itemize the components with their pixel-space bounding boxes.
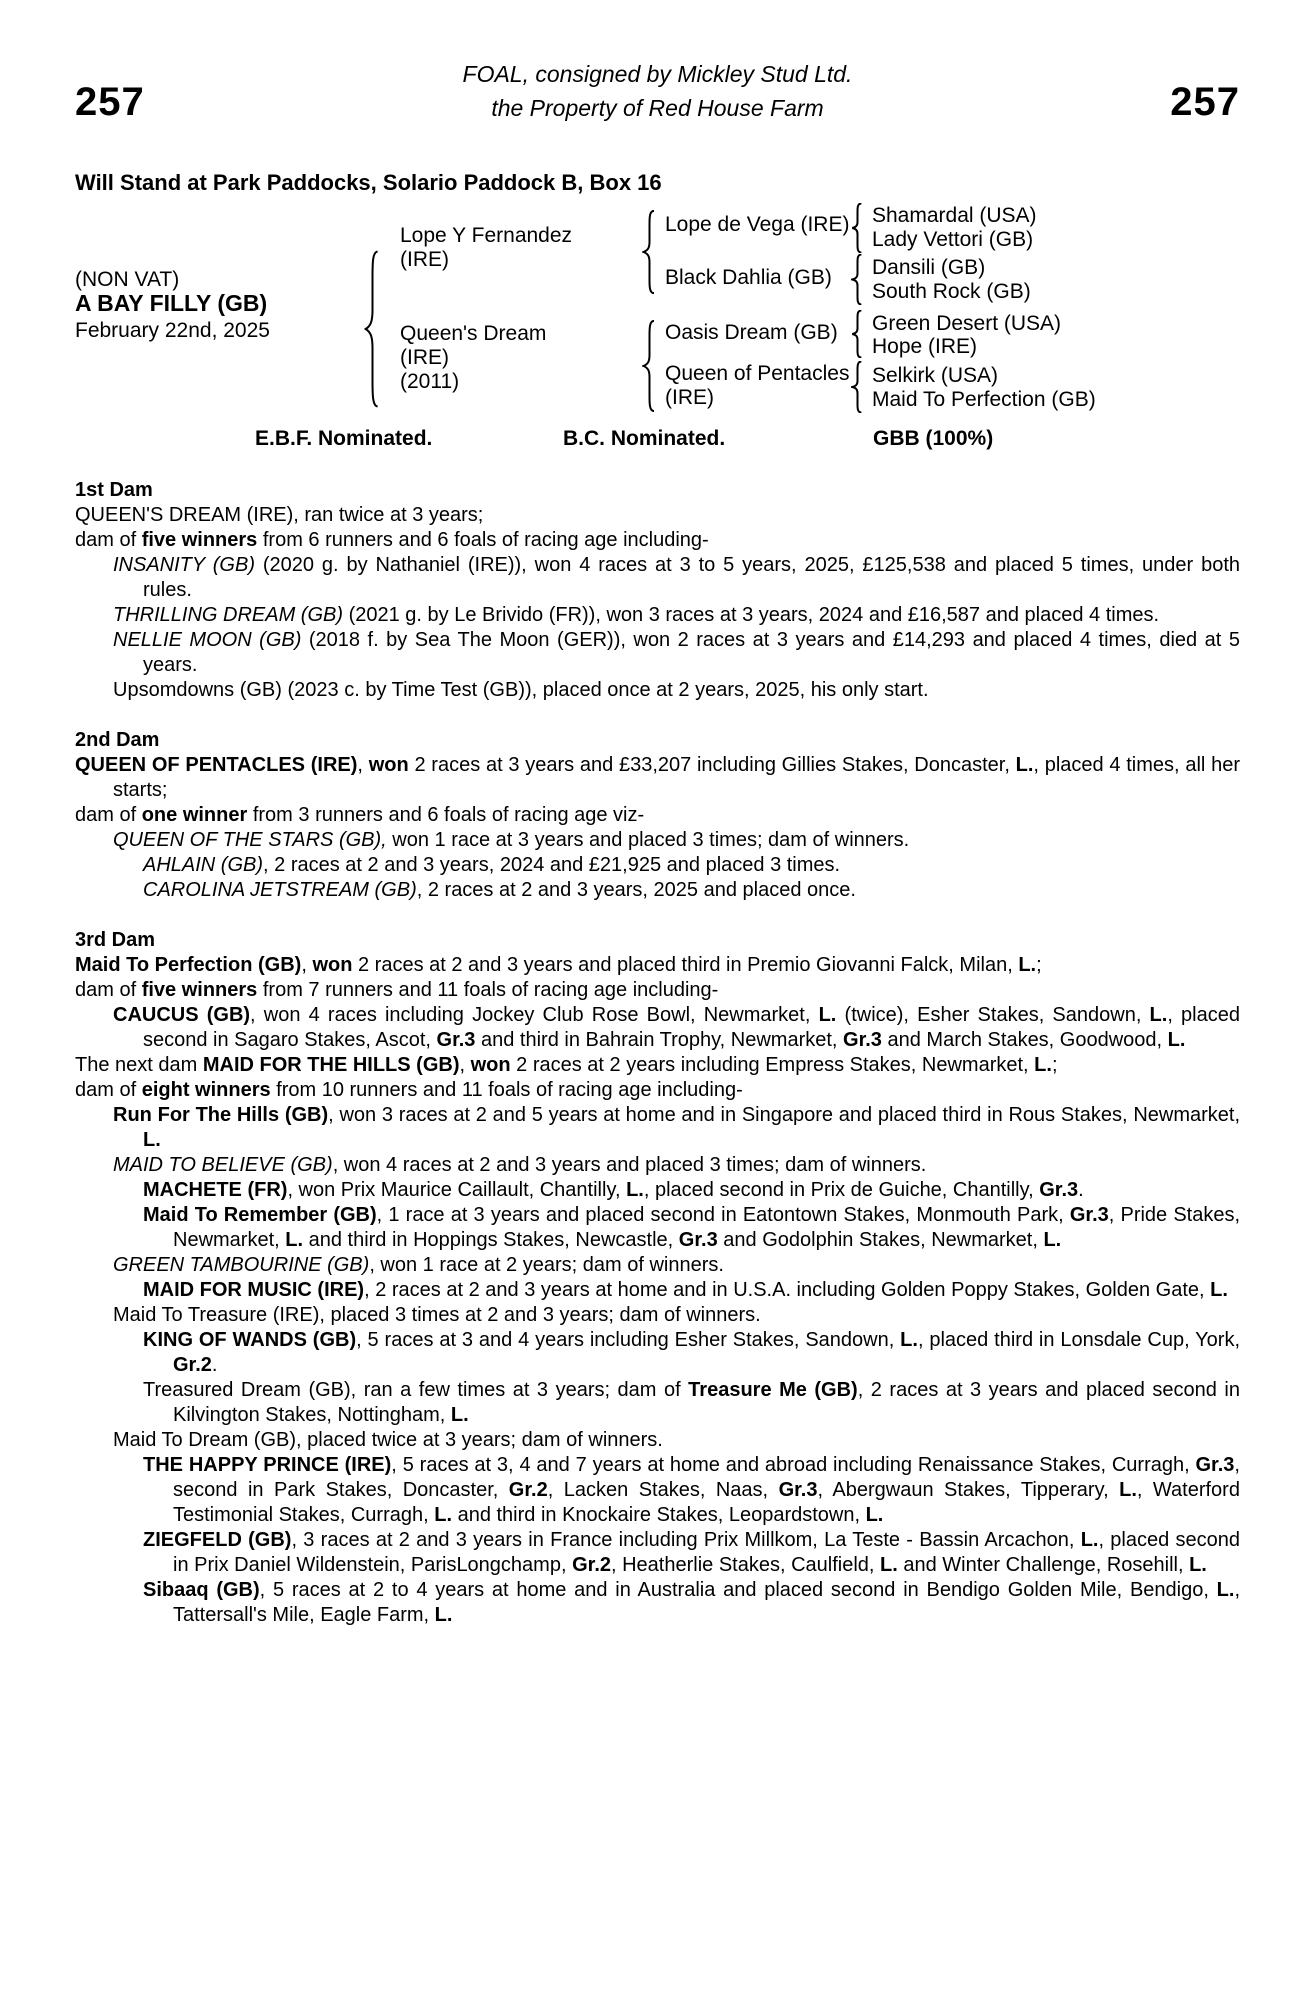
pedigree-paragraph	[75, 1003, 1240, 1053]
pedigree-paragraph	[75, 503, 1240, 528]
text-run: L.	[900, 1329, 918, 1351]
text-run: and Godolphin Stakes, Newmarket,	[717, 1229, 1044, 1251]
text-run: Treasured Dream (GB), ran a few times at 3 years; dam of	[143, 1379, 689, 1401]
text-run: CAUCUS (GB)	[113, 1004, 251, 1026]
text-run: , Tattersall's Mile, Eagle Farm,	[173, 1579, 1241, 1626]
pedigree-paragraph	[75, 1378, 1240, 1428]
text-run: L.	[434, 1504, 453, 1526]
pedigree-brace-gg3	[851, 310, 864, 358]
text-run: won	[368, 754, 409, 776]
pedigree-paragraph	[75, 1103, 1240, 1153]
text-run: MAID TO BELIEVE (GB)	[113, 1154, 333, 1176]
animal-description: A BAY FILLY (GB)	[75, 290, 268, 316]
text-run: ,	[357, 754, 369, 776]
text-run: , placed second in Prix Daniel Wildenstein, ParisLongchamp,	[173, 1529, 1240, 1576]
pedigree-paragraph	[75, 1053, 1240, 1078]
dam-cell	[400, 322, 546, 394]
text-run: L.	[1043, 1229, 1062, 1251]
text-run: dam of	[75, 1079, 142, 1101]
text-run: , 5 races at 3 and 4 years including Esher Stakes, Sandown,	[356, 1329, 901, 1351]
text-run: eight winners	[141, 1079, 271, 1101]
pedigree-text	[75, 478, 1240, 1628]
text-run: Gr.3	[436, 1029, 476, 1051]
text-run: , 2 races at 3 years and placed second in Kilvington Stakes, Nottingham,	[173, 1379, 1240, 1426]
text-run: KING OF WANDS (GB)	[143, 1329, 357, 1351]
text-run: , 5 races at 2 to 4 years at home and in Australia and placed second in Bendigo Golden Mile, Bendigo,	[259, 1579, 1217, 1601]
pedigree-paragraph	[75, 528, 1240, 553]
text-run: and third in Bahrain Trophy, Newmarket,	[475, 1029, 844, 1051]
text-run: L.	[880, 1554, 898, 1576]
text-run: NELLIE MOON (GB)	[113, 629, 302, 651]
text-run: MAID FOR THE HILLS (GB)	[202, 1054, 460, 1076]
bc-nomination: B.C. Nominated.	[563, 427, 726, 450]
text-run: dam of	[75, 979, 142, 1001]
text-run: L.	[1018, 954, 1037, 976]
text-run: Gr.3	[1039, 1179, 1079, 1201]
text-run: Gr.3	[843, 1029, 882, 1051]
text-run: L.	[865, 1504, 884, 1526]
section-heading: 1st Dam	[75, 479, 153, 501]
text-run: ;	[1036, 954, 1042, 976]
text-run: Maid To Perfection (GB)	[75, 954, 302, 976]
text-run: L.	[818, 1004, 837, 1026]
pedigree-paragraph	[75, 603, 1240, 628]
grandparent-cell	[665, 213, 849, 237]
text-run: QUEEN'S DREAM (IRE), ran twice at 3 years;	[75, 504, 484, 526]
dam-name: Queen's Dream	[400, 322, 547, 345]
great-grandparent: Lady Vettori (GB)	[872, 228, 1034, 251]
grandparent-name: Queen of Pentacles	[665, 362, 850, 385]
text-run: MAID FOR MUSIC (IRE)	[143, 1279, 365, 1301]
text-run: five winners	[141, 979, 258, 1001]
pedigree-paragraph	[75, 828, 1240, 853]
grandparent-cell	[665, 266, 832, 290]
vat-status: (NON VAT)	[75, 268, 180, 291]
pedigree-brace-gg1	[851, 203, 864, 253]
text-run: Maid To Treasure (IRE), placed 3 times at 2 and 3 years; dam of winners.	[113, 1304, 761, 1326]
pedigree-paragraph	[75, 1428, 1240, 1453]
pedigree-paragraph	[75, 1303, 1240, 1328]
text-run: , 2 races at 2 and 3 years, 2025 and placed once.	[416, 879, 856, 901]
gbb-status: GBB (100%)	[873, 427, 994, 450]
pedigree-paragraph	[75, 1278, 1240, 1303]
text-run: Gr.2	[173, 1354, 212, 1376]
text-run: THE HAPPY PRINCE (IRE)	[143, 1454, 392, 1476]
text-run: ,	[459, 1054, 471, 1076]
text-run: .	[1078, 1179, 1084, 1201]
text-run: THRILLING DREAM (GB)	[113, 604, 344, 626]
text-run: ,	[301, 954, 313, 976]
text-run: Gr.3	[678, 1229, 718, 1251]
text-run: .	[211, 1354, 218, 1376]
pedigree-paragraph	[75, 953, 1240, 978]
text-run: and March Stakes, Goodwood,	[881, 1029, 1168, 1051]
text-run: , won 4 races at 2 and 3 years and placed 3 times; dam of winners.	[332, 1154, 927, 1176]
text-run: AHLAIN (GB)	[143, 854, 264, 876]
pedigree-paragraph	[75, 1078, 1240, 1103]
text-run: Upsomdowns (GB) (2023 c. by Time Test (GB)), placed once at 2 years, 2025, his only start.	[113, 679, 929, 701]
text-run: L.	[1210, 1279, 1228, 1301]
text-run: , won 4 races including Jockey Club Rose Bowl, Newmarket,	[250, 1004, 819, 1026]
pedigree-paragraph	[75, 678, 1240, 703]
text-run: L.	[1034, 1054, 1052, 1076]
pedigree-paragraph	[75, 553, 1240, 603]
text-run: L.	[1167, 1029, 1186, 1051]
section-heading: 2nd Dam	[75, 729, 160, 751]
pedigree-paragraph	[75, 1528, 1240, 1578]
text-run: , won Prix Maurice Caillault, Chantilly,	[287, 1179, 627, 1201]
text-run: GREEN TAMBOURINE (GB)	[113, 1254, 370, 1276]
text-run: , won 3 races at 2 and 5 years at home and in Singapore and placed third in Rous Stakes, Newmarket,	[328, 1104, 1241, 1126]
text-run: , won 1 race at 2 years; dam of winners.	[369, 1254, 724, 1276]
pedigree-brace-main	[364, 250, 381, 408]
pedigree-paragraph	[75, 1453, 1240, 1528]
text-run: (2018 f. by Sea The Moon (GER)), won 2 races at 3 years and £14,293 and placed 4 times, died at 5 years.	[143, 629, 1240, 676]
grandparent-name: Lope de Vega (IRE)	[665, 213, 850, 236]
pedigree-brace-gg4	[851, 361, 864, 413]
text-run: and third in Knockaire Stakes, Leopardstown,	[452, 1504, 866, 1526]
text-run: Treasure Me (GB)	[688, 1379, 858, 1401]
text-run: 2 races at 2 and 3 years and placed third in Premio Giovanni Falck, Milan,	[352, 954, 1019, 976]
text-run: L.	[1119, 1479, 1137, 1501]
pedigree-paragraph	[75, 803, 1240, 828]
text-run: QUEEN OF PENTACLES (IRE)	[75, 754, 358, 776]
text-run: dam of	[75, 529, 142, 551]
text-run: dam of	[75, 804, 142, 826]
text-run: Run For The Hills (GB)	[113, 1104, 329, 1126]
text-run: , second in Park Stakes, Doncaster,	[173, 1454, 1240, 1501]
text-run: L.	[1080, 1529, 1099, 1551]
consignor-line: FOAL, consigned by Mickley Stud Ltd.	[462, 61, 853, 87]
dam-suffix: (IRE)	[400, 346, 449, 369]
text-run: , 1 race at 3 years and placed second in Eatontown Stakes, Monmouth Park,	[376, 1204, 1070, 1226]
text-run: CAROLINA JETSTREAM (GB)	[143, 879, 417, 901]
text-run: L.	[1015, 754, 1034, 776]
text-run: , placed 4 times, all her starts;	[113, 754, 1240, 801]
pedigree-paragraph	[75, 878, 1240, 903]
text-run: five winners	[141, 529, 258, 551]
section-heading: 3rd Dam	[75, 929, 156, 951]
pedigree-brace-dam	[642, 320, 657, 412]
text-run: ;	[1051, 1054, 1058, 1076]
text-run: won 1 race at 3 years and placed 3 times; dam of winners.	[386, 829, 910, 851]
text-run: , 5 races at 3, 4 and 7 years at home and abroad including Renaissance Stakes, Curragh,	[391, 1454, 1196, 1476]
pedigree-paragraph	[75, 1203, 1240, 1253]
text-run: L.	[1216, 1579, 1235, 1601]
text-run: Sibaaq (GB)	[143, 1579, 260, 1601]
text-run: Gr.2	[572, 1554, 611, 1576]
pedigree-paragraph	[75, 1178, 1240, 1203]
pedigree-paragraph	[75, 1253, 1240, 1278]
sire-name: Lope Y Fernandez	[400, 224, 573, 247]
text-run: INSANITY (GB)	[113, 554, 255, 576]
text-run: , 3 races at 2 and 3 years in France including Prix Millkom, La Teste - Bassin Arcachon,	[291, 1529, 1081, 1551]
ebf-nomination: E.B.F. Nominated.	[255, 427, 433, 450]
great-grandparent: Selkirk (USA)	[872, 364, 999, 387]
great-grandparent: South Rock (GB)	[872, 280, 1031, 303]
text-run: Gr.3	[778, 1479, 818, 1501]
text-run: L.	[1189, 1554, 1207, 1576]
grandparent-cell	[665, 362, 849, 410]
pedigree-paragraph	[75, 1578, 1240, 1628]
grandparent-name: Black Dahlia (GB)	[665, 266, 832, 289]
text-run: from 7 runners and 11 foals of racing age including-	[257, 979, 719, 1001]
sire-cell	[400, 224, 572, 272]
text-run: MACHETE (FR)	[143, 1179, 288, 1201]
great-grandparent: Shamardal (USA)	[872, 204, 1037, 227]
text-run: ZIEGFELD (GB)	[143, 1529, 292, 1551]
text-run: The next dam	[75, 1054, 203, 1076]
lot-number-left: 257	[75, 80, 145, 124]
text-run: (2021 g. by Le Brivido (FR)), won 3 races at 3 years, 2024 and £16,587 and placed 4 times.	[343, 604, 1160, 626]
great-grandparent: Maid To Perfection (GB)	[872, 388, 1096, 411]
text-run: 2 races at 2 years including Empress Stakes, Newmarket,	[510, 1054, 1035, 1076]
text-run: L.	[450, 1404, 469, 1426]
lot-number-right: 257	[1170, 80, 1240, 124]
text-run: won	[470, 1054, 511, 1076]
foaling-date: February 22nd, 2025	[75, 319, 270, 342]
text-run: Gr.2	[508, 1479, 548, 1501]
grandparent-name: Oasis Dream (GB)	[665, 321, 838, 344]
pedigree-paragraph	[75, 853, 1240, 878]
pedigree-paragraph	[75, 628, 1240, 678]
text-run: , Abergwaun Stakes, Tipperary,	[817, 1479, 1120, 1501]
text-run: , placed third in Lonsdale Cup, York,	[917, 1329, 1241, 1351]
text-run: , Pride Stakes, Newmarket,	[173, 1204, 1241, 1251]
text-run: , 2 races at 2 and 3 years, 2024 and £21,925 and placed 3 times.	[263, 854, 841, 876]
text-run: and Winter Challenge, Rosehill,	[897, 1554, 1190, 1576]
text-run: , 2 races at 2 and 3 years at home and in U.S.A. including Golden Poppy Stakes, Golden Gate,	[364, 1279, 1211, 1301]
great-grandparent: Green Desert (USA)	[872, 312, 1062, 335]
grandparent-suffix: (IRE)	[665, 386, 714, 409]
text-run: (twice), Esher Stakes, Sandown,	[836, 1004, 1150, 1026]
text-run: , Waterford Testimonial Stakes, Curragh,	[173, 1479, 1240, 1526]
sire-suffix: (IRE)	[400, 248, 449, 271]
stand-location-line: Will Stand at Park Paddocks, Solario Paddock B, Box 16	[75, 170, 662, 195]
pedigree-paragraph	[75, 1328, 1240, 1378]
text-run: from 6 runners and 6 foals of racing age including-	[257, 529, 709, 551]
text-run: L.	[285, 1229, 304, 1251]
text-run: Gr.3	[1195, 1454, 1235, 1476]
text-run: , Lacken Stakes, Naas,	[547, 1479, 779, 1501]
grandparent-cell	[665, 321, 838, 345]
great-grandparent: Hope (IRE)	[872, 335, 978, 358]
text-run: won	[312, 954, 353, 976]
text-run: 2 races at 3 years and £33,207 including Gillies Stakes, Doncaster,	[408, 754, 1016, 776]
great-grandparent: Dansili (GB)	[872, 256, 986, 279]
pedigree-paragraph	[75, 1153, 1240, 1178]
text-run: one winner	[141, 804, 248, 826]
text-run: L.	[143, 1129, 161, 1151]
text-run: and third in Hoppings Stakes, Newcastle,	[303, 1229, 679, 1251]
pedigree-brace-sire	[642, 210, 657, 294]
text-run: Maid To Remember (GB)	[143, 1204, 377, 1226]
pedigree-paragraph	[75, 753, 1240, 803]
text-run: Gr.3	[1069, 1204, 1109, 1226]
text-run: L.	[1149, 1004, 1168, 1026]
text-run: , placed second in Sagaro Stakes, Ascot,	[143, 1004, 1240, 1051]
text-run: from 10 runners and 11 foals of racing age including-	[270, 1079, 743, 1101]
text-run: Maid To Dream (GB), placed twice at 3 years; dam of winners.	[113, 1429, 663, 1451]
property-line: the Property of Red House Farm	[491, 95, 824, 121]
text-run: from 3 runners and 6 foals of racing age viz-	[247, 804, 645, 826]
pedigree-brace-gg2	[851, 254, 864, 305]
text-run: L.	[434, 1604, 453, 1626]
text-run: , placed second in Prix de Guiche, Chantilly,	[643, 1179, 1040, 1201]
text-run: QUEEN OF THE STARS (GB),	[113, 829, 387, 851]
text-run: , Heatherlie Stakes, Caulfield,	[611, 1554, 881, 1576]
text-run: (2020 g. by Nathaniel (IRE)), won 4 races at 3 to 5 years, 2025, £125,538 and placed 5 times, under both rules.	[143, 554, 1240, 601]
pedigree-paragraph	[75, 978, 1240, 1003]
dam-year: (2011)	[400, 370, 460, 393]
text-run: L.	[626, 1179, 644, 1201]
